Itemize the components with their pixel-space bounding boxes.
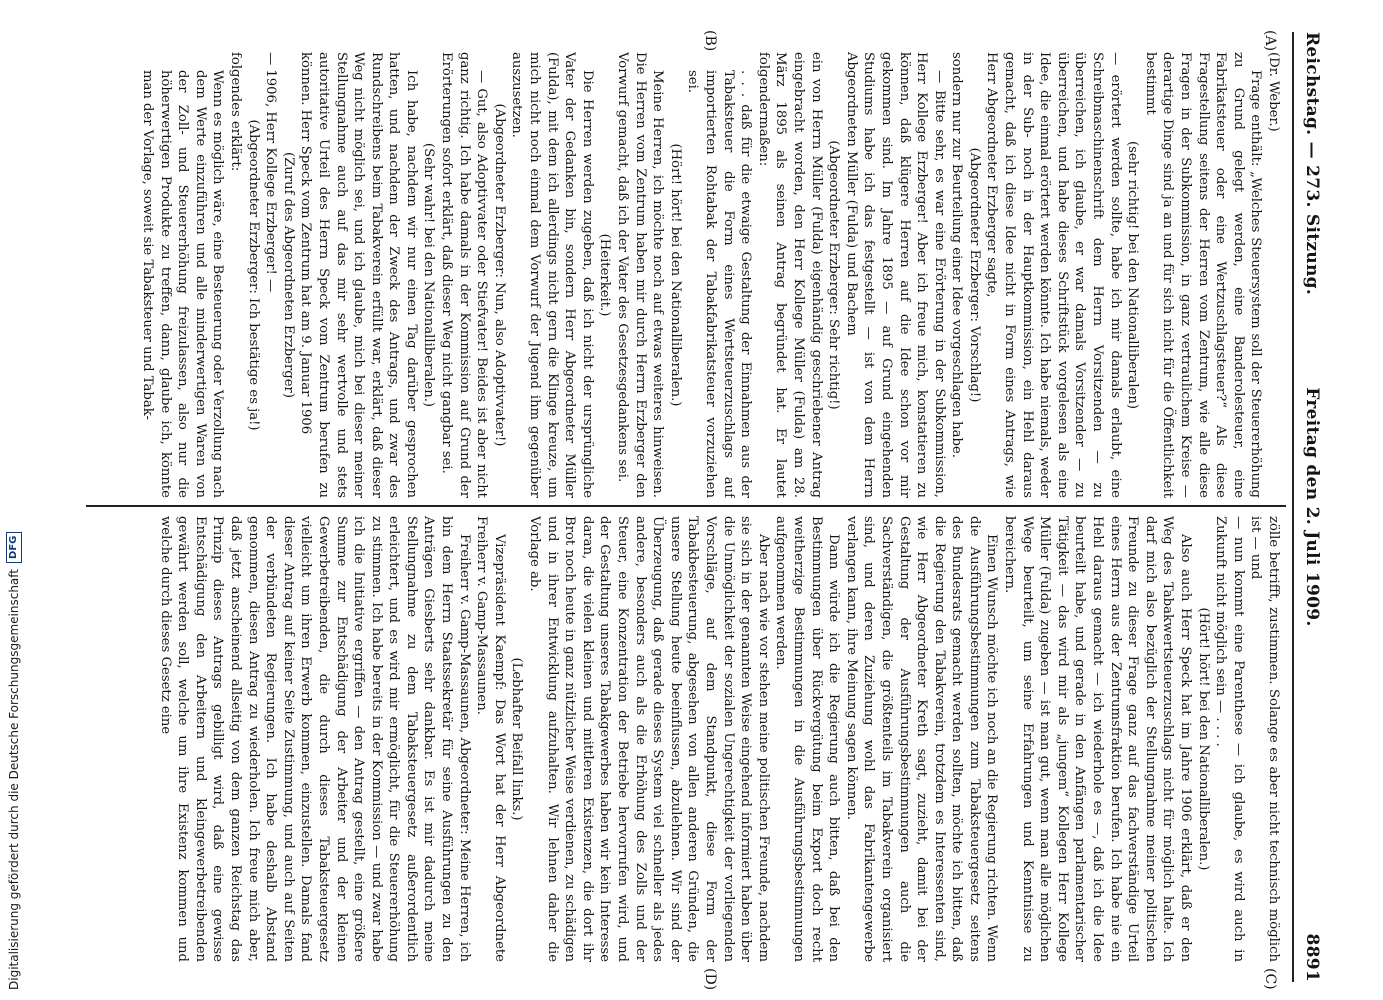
right-column-paragraph: (Lebhafter Beifall links.) — [509, 657, 525, 821]
margin-letter-d: (D) — [702, 968, 718, 991]
right-column-paragraph: Aber nach wie vor stehen meine politischen Freunde, nachdem sie sich in der genannten Weise eingehend informiert haben über die Unmöglichkeit der sozialen Ungerechtigkeit der vorliegenden Vorschläge, auf dem Standpunkt, diese Form der Tabakbesteuerung, abgesehen von allen anderen Gründen, die unsere Stellung heute beeinflussen, abzulehnen. Wir sind der Überzeugung, daß gerade dieses System viel schneller als jedes andere, besonders auch als die Erhöhung des Zolls und der Steuer, eine Konzentration der Betriebe hervorrufen wird, und der Gestaltung unseres Tabakgewerbes haben wir kein Interesse daran, die vielen kleinen und mittleren Existenzen, die dort ihr Brot noch heute in ganz nützlicher Weise verdienen, zu schädigen und in ihrer Entwicklung aufzuhalten. Wir lehnen daher die Vorlage ab. — [527, 516, 771, 962]
left-column-paragraph: (Abgeordneter Erzberger: Nun, also Adoptivvater!) — [491, 103, 507, 447]
margin-letter-a: (A) — [1262, 30, 1278, 52]
left-column-paragraph: Meine Herren, ich möchte noch auf etwas weiteres hinweisen. Die Herren vom Zentrum haben mir durch Herrn Erzberger den Vorwurf gemacht, daß ich der Vater des Gesetzesgedankens sei. — [615, 52, 666, 498]
dfg-logo: DFG — [6, 532, 22, 563]
left-column-paragraph: — 1906, Herr Kollege Erzberger! — — [263, 52, 279, 293]
right-column-paragraph: — nun kommt eine Parenthese — ich glaube, es wird auch in Zukunft nicht möglich sein — . . . . — [1213, 516, 1246, 962]
right-column-paragraph: Freiherr v. Gamp-Massaunen, Abgeordneter: Meine Herren, ich bin dem Herrn Staatssekretär für seine Ausführungen zu den Anträgen Giesberts sehr dankbar. Es ist mir dadurch meine Stellungnahme zu dem Tabaksteuergesetz außerordentlich erleichtert, und es wird mir ermöglicht, für die Steuererhöhung zu stimmen. Ich habe bereits in der Kommission — und zwar habe ich die Initiative ergriffen — den Antrag gestellt, eine größere Summe zur Entschädigung der Arbeiter und der kleinen Gewerbetreibenden, die durch dieses Tabaksteuergesetz vielleicht um ihren Erwerb kommen, einzustellen. Damals fand dieser Antrag auf keiner Seite Zustimmung, und auch auf Seiten der verbündeten Regierungen. Ich habe deshalb Abstand genommen, diesen Antrag zu wiederholen. Ich freue mich aber, daß jetzt anscheinend allseitig von dem ganzen Reichstag das Prinzip dieses Antrags gebilligt wird, daß eine gewisse Entschädigung den Arbeitern und kleingewerbetreibenden gewährt werden soll, welche um ihre Existenz kommen und welche durch dieses Gesetz eine — [157, 516, 472, 962]
left-column-paragraph: sondern nur zur Beurteilung einer Idee vorgeschlagen habe. — [949, 52, 965, 458]
left-column-paragraph: Ich habe, nachdem wir nur einen Tag darüber gesprochen hatten, und nachdem der Zweck des Antrags, und zwar des Rundschreibens beim Tabakverein erfüllt war, erklärt, daß dieser Weg nicht möglich sei, und ich glaube, mich bei dieser meiner Stellungnahme auch auf das mir sehr wertvolle und stets autoritative Urteil des Herrn Speck vom Zentrum berufen zu können. Herr Speck vom Zentrum hat am 9. Januar 1906 — [298, 52, 419, 498]
page-number: 8891 — [1302, 933, 1322, 982]
left-column-paragraph: (Abgeordneter Erzberger: Vorschlag!) — [966, 147, 982, 403]
margin-letter-c: (C) — [1262, 968, 1278, 990]
left-column-paragraph: ein von Herrn Müller (Fulda) eigenhändig geschriebener Antrag eingebracht worden, den Herr Kollege Müller (Fulda) am 28. März 1895 als seinen Antrag begründet hat. Er lautet folgendermaßen: — [755, 52, 824, 498]
left-column-paragraph: Wenn es möglich wäre, eine Besteuerung oder Verzollung nach dem Werte einzuführen und alle minderwertigen Waren von der Zoll- und Steuererhöhung freizulassen, also nur die höherwertigen Produkte zu treffen, dann, glaube ich, könnte man der Vorlage, soweit sie Tabaksteuer und Tabak- — [140, 70, 226, 498]
rotated-document-page — [80, 30, 1330, 991]
left-column-paragraph: (Zuruf des Abgeordneten Erzberger) — [280, 152, 296, 398]
left-column-paragraph: (Heiterkeit.) — [597, 233, 613, 317]
right-column-paragraph: Also auch Herr Speck hat im Jahre 1906 erklärt, daß er den Weg des Tabakwertsteuerzuschlags nicht für möglich halte. Ich darf mich also bezüglich der Stellungnahme meiner politischen Freunde zu dieser Frage ganz auf das fachverständige Urteil eines Herrn aus der Zentrumsfraktion berufen. Ich habe nie ein Hehl daraus gemacht — ich wiederhole es —, daß ich die Idee beurteilt habe, und gerade in den Anfängen parlamentarischer Tätigkeit — das wird mir als „jungem“ Kollegen Herr Kollege Müller (Fulda) zugeben — ist man gut, wenn man alle möglichen Wege beurteilt, um seine Erfahrungen und Kenntnisse zu bereichern. — [1002, 516, 1194, 962]
left-column-paragraph: (sehr richtig! bei den Nationalliberalen) — [1125, 140, 1141, 410]
left-column-paragraph: (Sehr wahr! bei den Nationalliberalen.) — [421, 142, 437, 408]
right-text-column — [92, 516, 1282, 962]
right-column-paragraph: Vizepräsident Kaempf: Das Wort hat der Herr Abgeordnete Freiherr v. Gamp-Massaunen. — [474, 516, 507, 962]
column-divider — [86, 505, 1286, 507]
left-column-paragraph: . . . daß für die etwaige Gestaltung der Einnahmen aus der Tabaksteuer die Form eines Wertsteuerzuschlags auf importierten Rohtabak der Tabakfabrikatsteuer vorzuziehen sei. — [685, 70, 754, 498]
digitization-credit — [6, 10, 22, 990]
right-column-paragraph: (Hört! hört! bei den Nationalliberalen.) — [1195, 607, 1211, 871]
left-column-paragraph: (Dr. Weber.) — [1266, 52, 1281, 132]
right-column-paragraph: Einen Wunsch möchte ich noch an die Regierung richten. Wenn die Ausführungsbestimmungen zum Tabaksteuergesetz seitens des Bundesrats gemacht werden sollten, möchte ich bitten, daß die Regierung den Tabakverein, trotzdem es Interessenten sind, wie Herr Abgeordneter Kreth sagt, zuzieht, damit bei der Gestaltung der Ausführungsbestimmungen auch die Sachverständigen, die größtenteils im Tabakverein organisiert sind, und deren Zuziehung wohl das Fabrikantengewerbe verlangen kann, ihre Meinung sagen können. — [843, 516, 1000, 962]
header-session: Reichstag. — 273. Sitzung. — [1302, 32, 1322, 296]
credit-text: Digitalisierung gefördert durch die Deutsche Forschungsgemeinschaft — [7, 568, 21, 990]
left-text-column — [92, 52, 1282, 498]
left-column-paragraph: — Bitte sehr, es war eine Erörterung in der Subkommission, Herr Kollege Erzberger! Aber ich freue mich, konstatieren zu können, daß klügere Herren auf die Idee schon vor mir gekommen sind. Im Jahre 1895 — auf Grund eingehenden Studiums habe ich das festgestellt — ist von dem Herrn Abgeordneten Müller (Fulda) und Bachem — [843, 52, 947, 498]
header-rule — [1292, 32, 1294, 982]
left-column-paragraph: — Gut, also Adoptivvater oder Stiefvater! Beides ist aber nicht ganz richtig. Ich habe damals in der Kommission auf Grund der Erörterungen sofort erklärt, daß dieser Weg nicht gangbar sei. — [439, 52, 490, 498]
header-date: Freitag den 2. Juli 1909. — [1302, 387, 1322, 627]
left-column-paragraph: (Hört! hört! bei den Nationalliberalen.) — [667, 143, 683, 407]
left-column-paragraph: Die Herren werden zugeben, daß ich nicht der ursprüngliche Vater der Gedanken bin, sondern Herr Abgeordneter Müller (Fulda), mit dem ich allerdings nicht gern die Klinge kreuze, um mich nicht noch einmal dem Vorwurf der Jugend ihm gegenüber auszusetzen. — [509, 52, 595, 498]
right-column-paragraph: zölle betrifft, zustimmen. Solange es aber nicht technisch möglich ist — und — [1248, 516, 1281, 962]
left-column-paragraph: — erörtert werden sollte, habe ich mir damals erlaubt, eine Schreibmaschinenschrift dem Herrn Vorsitzenden — zu überreichen, ich glaube, er war damals Vorsitzender — zu überreichen, und habe dieses Schriftstück vorgelesen als eine Idee, die einmal erörtert werden könnte. Ich habe niemals, weder in der Sub- noch in der Hauptkommission, ein Hehl daraus gemacht, daß ich diese Idee nicht in Form eines Antrags, wie Herr Abgeordneter Erzberger sagte, — [984, 52, 1123, 498]
right-column-paragraph: Dann würde ich die Regierung auch bitten, daß bei den Bestimmungen über Rückvergütung beim Export doch recht weitherzige Bestimmungen in die Ausführungsbestimmungen aufgenommen werden. — [773, 516, 842, 962]
page-header — [1292, 32, 1330, 982]
left-column-paragraph: (Abgeordneter Erzberger: Ich bestätige es ja!) — [245, 119, 261, 431]
left-column-paragraph: Frage enthält: „Welches Steuersystem soll der Steuererhöhung zu Grund gelegt werden, eine Banderolesteuer, eine Fabrikatsteuer oder eine Wertzuschlagsteuer?“ Als diese Fragestellung seitens der Herren vom Zentrum, wie alle diese Fragen in der Subkommission, in ganz vertraulichem Kreise — derartige Dinge sind ja an und für sich nicht für die Öffentlichkeit bestimmt — [1142, 52, 1264, 498]
margin-letter-b: (B) — [702, 30, 718, 52]
left-column-paragraph: (Abgeordneter Erzberger: Sehr richtig!) — [826, 140, 842, 410]
left-column-paragraph: folgendes erklärt: — [227, 52, 243, 172]
